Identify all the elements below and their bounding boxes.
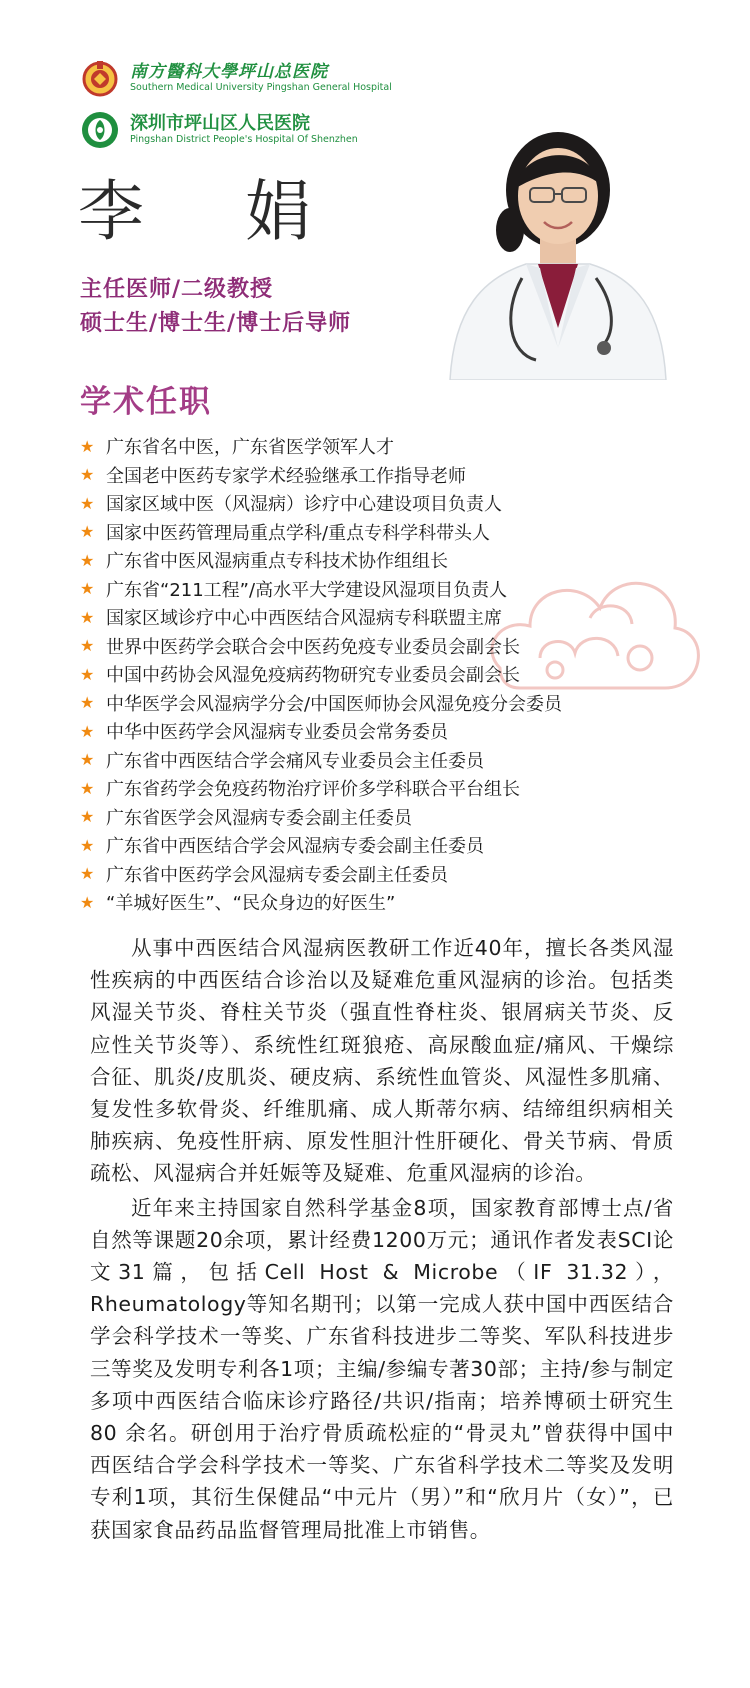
list-item — [80, 774, 562, 803]
doctor-title-line: 主任医师/二级教授 — [80, 276, 274, 302]
list-item — [80, 689, 562, 718]
biography — [90, 932, 674, 1548]
academic-positions-list — [80, 432, 562, 917]
star-icon: ★ — [80, 835, 95, 855]
university-emblem-icon — [80, 58, 120, 98]
list-item — [80, 660, 562, 689]
position-text: 广东省中西医结合学会风湿病专委会副主任委员 — [106, 836, 484, 858]
position-text: 广东省中医风湿病重点专科技术协作组组长 — [106, 551, 448, 573]
position-text: 全国老中医药专家学术经验继承工作指导老师 — [106, 465, 466, 487]
position-text: 广东省医学会风湿病专委会副主任委员 — [106, 807, 412, 829]
bio-paragraph: 从事中西医结合风湿病医教研工作近40年，擅长各类风湿性疾病的中西医结合诊治以及疑难危重风湿病的诊治。包括类风湿关节炎、脊柱关节炎（强直性脊柱炎、银屑病关节炎、反应性关节炎等）、系统性红斑狼疮、高尿酸血症/痛风、干燥综合征、肌炎/皮肌炎、硬皮病、系统性血管炎、风湿性多肌痛、复发性多软骨炎、纤维肌痛、成人斯蒂尔病、结缔组织病相关肺疾病、免疫性肝病、原发性胆汁性肝硬化、骨关节病、骨质疏松、风湿病合并妊娠等及疑难、危重风湿病的诊治。 — [90, 936, 674, 1186]
list-item — [80, 632, 562, 661]
doctor-title-line: 硕士生/博士生/博士后导师 — [80, 310, 352, 336]
list-item — [80, 746, 562, 775]
star-icon: ★ — [80, 693, 95, 713]
star-icon: ★ — [80, 579, 95, 599]
star-icon: ★ — [80, 607, 95, 627]
hospital1-name: 南方醫科大學坪山总医院 — [130, 62, 328, 82]
position-text: 国家中医药管理局重点学科/重点专科学科带头人 — [106, 522, 491, 544]
list-item — [80, 603, 562, 632]
position-text: 广东省名中医，广东省医学领军人才 — [106, 437, 394, 459]
position-text: 广东省药学会免疫药物治疗评价多学科联合平台组长 — [106, 779, 520, 801]
star-icon: ★ — [80, 750, 95, 770]
bio-paragraph: 近年来主持国家自然科学基金8项，国家教育部博士点/省自然等课题20余项，累计经费1200万元；通讯作者发表SCI论文31篇，包括Cell Host & Microbe（IF 31.32），Rheumatology等知名期刊；以第一完成人获中国中西医结合学会科学技术一等奖、广东省科技进步二等奖、军队科技进步三等奖及发明专利各1项；主编/参编专著30部；主持/参与制定多项中西医结合临床诊疗路径/共识/指南；培养博硕士研究生 80 余名。研创用于治疗骨质疏松症的“骨灵丸”曾获得中国中西医结合学会科学技术一等奖、广东省科学技术二等奖及发明专利1项，其衍生保健品“中元片（男）”和“欣月片（女）”，已获国家食品药品监督管理局批准上市销售。 — [90, 1195, 674, 1542]
doctor-name: 李 娟 — [78, 173, 351, 250]
doctor-titles — [80, 272, 351, 340]
academic-positions-heading: 学术任职 — [80, 384, 212, 420]
list-item — [80, 860, 562, 889]
list-item — [80, 489, 562, 518]
star-icon: ★ — [80, 436, 95, 456]
star-icon: ★ — [80, 778, 95, 798]
hospital1-english: Southern Medical University Pingshan General Hospital — [130, 82, 392, 93]
list-item — [80, 432, 562, 461]
list-item — [80, 831, 562, 860]
star-icon: ★ — [80, 550, 95, 570]
position-text: 广东省中西医结合学会痛风专业委员会主任委员 — [106, 750, 484, 772]
list-item — [80, 888, 562, 917]
star-icon: ★ — [80, 892, 95, 912]
position-text: 中国中药协会风湿免疫病药物研究专业委员会副会长 — [106, 665, 520, 687]
hospital2-english: Pingshan District People's Hospital Of Shenzhen — [130, 134, 358, 145]
star-icon: ★ — [80, 807, 95, 827]
star-icon: ★ — [80, 522, 95, 542]
position-text: 广东省“211工程”/高水平大学建设风湿项目负责人 — [106, 579, 508, 601]
list-item — [80, 575, 562, 604]
list-item — [80, 546, 562, 575]
position-text: 国家区域诊疗中心中西医结合风湿病专科联盟主席 — [106, 608, 502, 630]
list-item — [80, 803, 562, 832]
position-text: 世界中医药学会联合会中医药免疫专业委员会副会长 — [106, 636, 520, 658]
hospital-logo-1 — [80, 58, 392, 98]
hospital-logo-2 — [80, 110, 358, 150]
star-icon: ★ — [80, 465, 95, 485]
list-item — [80, 461, 562, 490]
star-icon: ★ — [80, 864, 95, 884]
position-text: 中华医学会风湿病学分会/中国医师协会风湿免疫分会委员 — [106, 693, 563, 715]
position-text: “羊城好医生”、“民众身边的好医生” — [106, 893, 396, 915]
list-item — [80, 518, 562, 547]
star-icon: ★ — [80, 664, 95, 684]
position-text: 国家区域中医（风湿病）诊疗中心建设项目负责人 — [106, 494, 502, 516]
star-icon: ★ — [80, 493, 95, 513]
star-icon: ★ — [80, 636, 95, 656]
position-text: 中华中医药学会风湿病专业委员会常务委员 — [106, 722, 448, 744]
doctor-portrait — [440, 118, 670, 380]
star-icon: ★ — [80, 721, 95, 741]
position-text: 广东省中医药学会风湿病专委会副主任委员 — [106, 864, 448, 886]
hospital-emblem-icon — [80, 110, 120, 150]
list-item — [80, 717, 562, 746]
hospital2-name: 深圳市坪山区人民医院 — [130, 113, 310, 134]
